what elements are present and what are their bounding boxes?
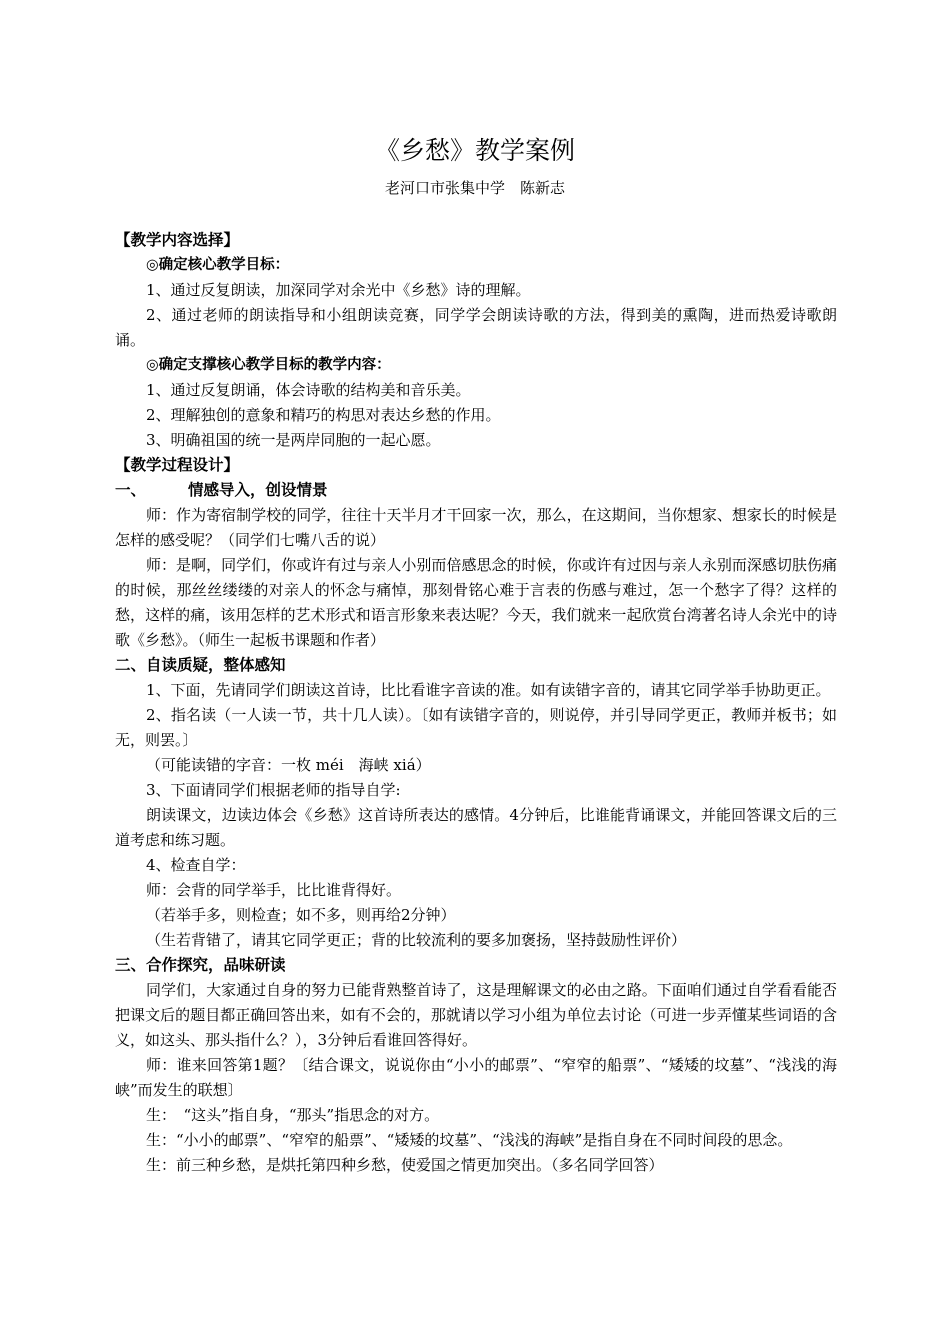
paragraph: （可能读错的字音：一枚 méi 海峡 xiá）: [146, 756, 431, 774]
part-1-heading: [115, 478, 837, 503]
goal-item-1: 1、通过反复朗读，加深同学对余光中《乡愁》诗的理解。: [146, 281, 531, 299]
document-body: [115, 228, 837, 1178]
paragraph: 生： “这头”指自身，“那头”指思念的对方。: [146, 1106, 440, 1124]
paragraph: 朗读课文，边读边体会《乡愁》这首诗所表达的感情。4分钟后，比谁能背诵课文，并能回答课文后的三道考虑和练习题。: [115, 806, 837, 849]
support-item-1: 1、通过反复朗诵，体会诗歌的结构美和音乐美。: [146, 381, 471, 399]
paragraph: 师：是啊，同学们，你或许有过与亲人小别而倍感思念的时候，你或许有过因与亲人永别而深感切肤伤痛的时候，那丝丝缕缕的对亲人的怀念与痛悼，那刻骨铭心难于言表的伤感与难过，怎一个愁字了得？这样的愁，这样的痛，该用怎样的艺术形式和语言形象来表达呢？今天，我们就来一起欣赏台湾著名诗人余光中的诗歌《乡愁》。（师生一起板书课题和作者）: [115, 556, 837, 649]
paragraph: 师：谁来回答第1题？〔结合课文，说说你由“小小的邮票”、“窄窄的船票”、“矮矮的坟墓”、“浅浅的海峡”而发生的联想〕: [115, 1056, 837, 1099]
paragraph: 4、检查自学：: [146, 856, 246, 874]
goal-heading: ◎确定核心教学目标：: [146, 257, 290, 273]
paragraph: 生：前三种乡愁，是烘托第四种乡愁，使爱国之情更加突出。（多名同学回答）: [146, 1156, 664, 1174]
paragraph: 生：“小小的邮票”、“窄窄的船票”、“矮矮的坟墓”、“浅浅的海峡”是指自身在不同时间段的思念。: [146, 1131, 793, 1149]
paragraph: 3、下面请同学们根据老师的指导自学:: [146, 781, 401, 799]
document-title: 《乡愁》教学案例: [374, 136, 575, 165]
section-heading-process: 【教学过程设计】: [115, 456, 240, 474]
goal-item-2: 2、通过老师的朗读指导和小组朗读竞赛，同学学会朗读诗歌的方法，得到美的熏陶，进而热爱诗歌朗诵。: [115, 306, 837, 349]
section-heading-content: 【教学内容选择】: [115, 231, 240, 249]
part-1-number: 一、: [115, 481, 147, 499]
paragraph: 1、下面，先请同学们朗读这首诗，比比看谁字音读的准。如有读错字音的，请其它同学举手协助更正。: [146, 681, 831, 699]
paragraph: 2、指名读（一人读一节，共十几人读）。〔如有读错字音的，则说停，并引导同学更正，教师并板书；如无，则罢。〕: [115, 706, 837, 749]
paragraph: （生若背错了，请其它同学更正；背的比较流利的要多加褒扬，坚持鼓励性评价）: [146, 931, 687, 949]
part-2-heading: 二、自读质疑，整体感知: [115, 656, 286, 674]
paragraph: （若举手多，则检查；如不多，则再给2分钟）: [146, 906, 456, 924]
support-heading: ◎确定支撑核心教学目标的教学内容：: [146, 357, 391, 373]
paragraph: 师：会背的同学举手，比比谁背得好。: [146, 881, 402, 899]
paragraph: 同学们，大家通过自身的努力已能背熟整首诗了，这是理解课文的必由之路。下面咱们通过自学看看能否把课文后的题目都正确回答出来，如有不会的，那就请以学习小组为单位去讨论（可进一步弄懂某些词语的含义，如这头、那头指什么？），3分钟后看谁回答得好。: [115, 981, 837, 1049]
document-author: 老河口市张集中学 陈新志: [384, 179, 565, 197]
part-1-title: 情感导入，创设情景: [188, 481, 328, 499]
support-item-3: 3、明确祖国的统一是两岸同胞的一起心愿。: [146, 431, 441, 449]
support-item-2: 2、理解独创的意象和精巧的构思对表达乡愁的作用。: [146, 406, 501, 424]
part-3-heading: 三、合作探究，品味研读: [115, 956, 286, 974]
paragraph: 师：作为寄宿制学校的同学，往往十天半月才干回家一次，那么，在这期间，当你想家、想家长的时候是怎样的感受呢？（同学们七嘴八舌的说）: [115, 506, 837, 549]
